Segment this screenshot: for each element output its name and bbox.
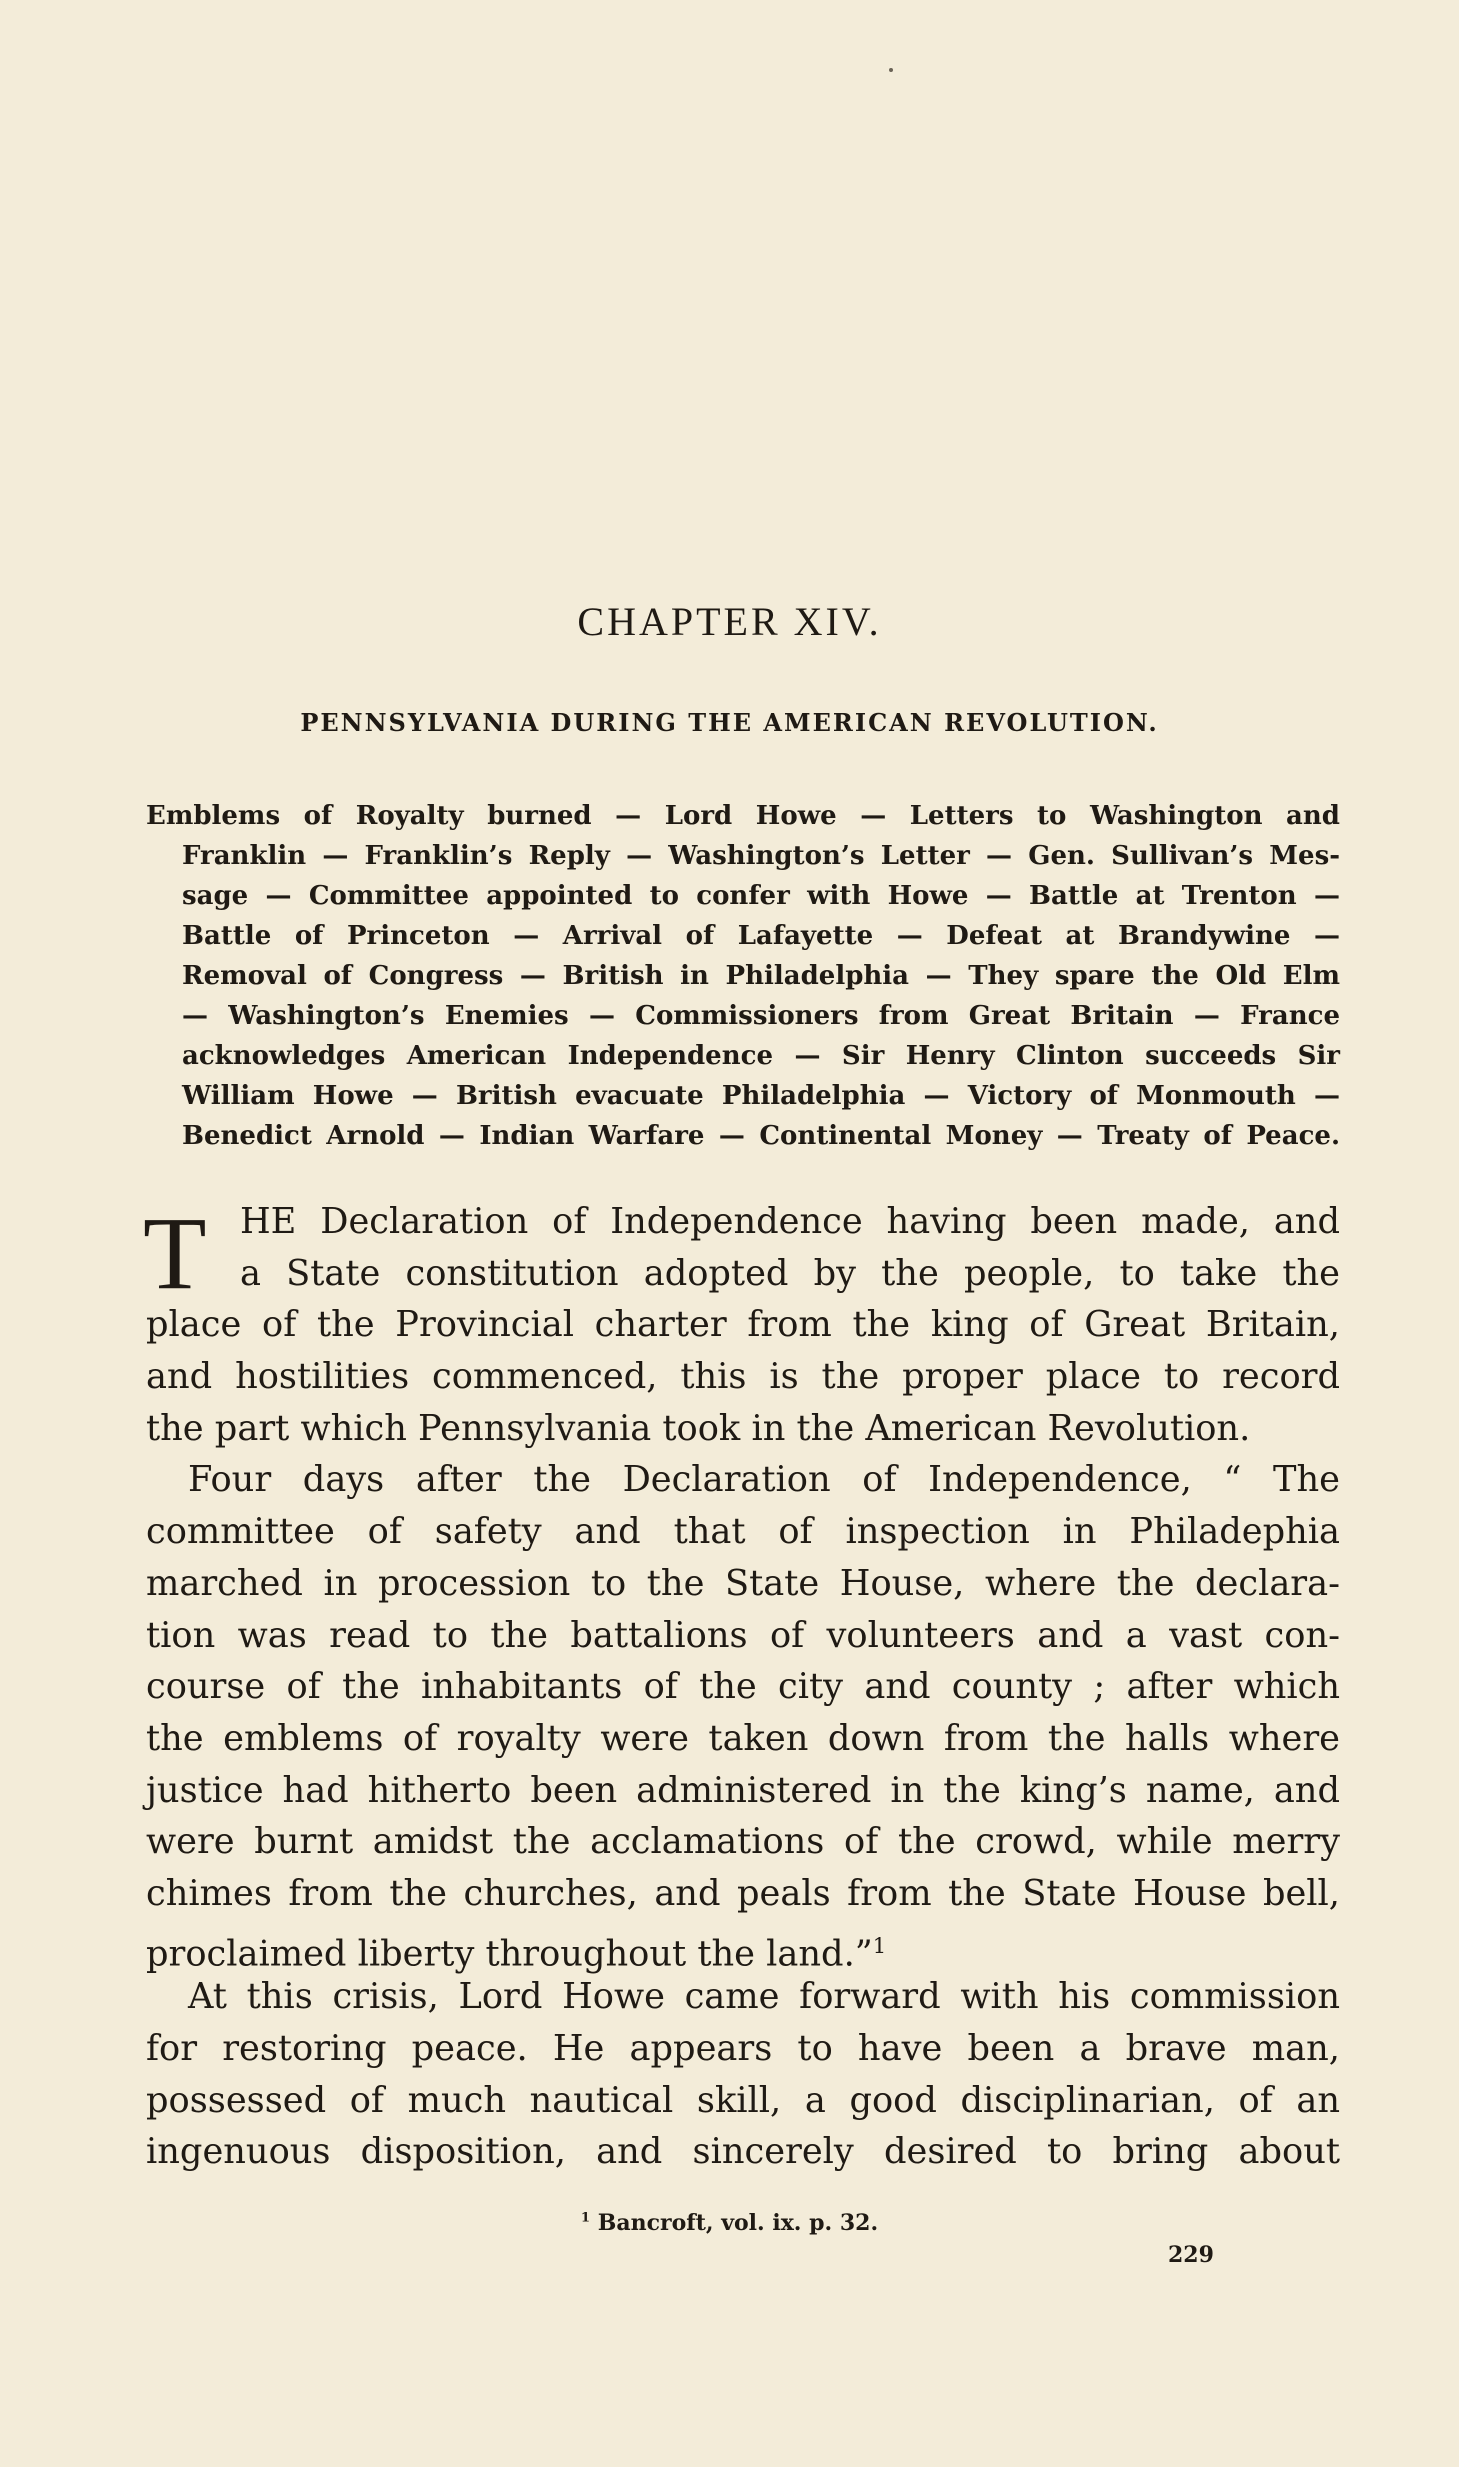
body-line: tion was read to the battalions of volunteers and a vast con- xyxy=(146,1614,1340,1656)
body-line: chimes from the churches, and peals from the State House bell, xyxy=(146,1872,1340,1914)
body-line: the part which Pennsylvania took in the American Revolution. xyxy=(146,1407,1251,1449)
summary-line: — Washington’s Enemies — Commissioners from Great Britain — France xyxy=(182,1001,1340,1031)
body-line: At this crisis, Lord Howe came forward with his commission xyxy=(188,1976,1340,2018)
body-line: committee of safety and that of inspection in Philadephia xyxy=(146,1511,1340,1553)
body-line-with-footnote xyxy=(146,1920,1340,1975)
body-line: were burnt amidst the acclamations of the crowd, while merry xyxy=(146,1821,1340,1863)
body-text xyxy=(143,1196,1340,2178)
body-line: Four days after the Declaration of Independence, “ The xyxy=(188,1459,1340,1501)
body-line-text: proclaimed liberty throughout the land.” xyxy=(146,1933,873,1975)
drop-cap: T xyxy=(143,1196,207,1311)
body-line: place of the Provincial charter from the king of Great Britain, xyxy=(146,1304,1340,1346)
footnote xyxy=(0,2210,1459,2236)
summary-line: Battle of Princeton — Arrival of Lafayette — Defeat at Brandywine — xyxy=(182,921,1340,951)
body-line: HE Declaration of Independence having been made, and xyxy=(240,1201,1340,1242)
paper-speck xyxy=(889,68,893,72)
body-line: justice had hitherto been administered in the king’s name, and xyxy=(146,1769,1340,1811)
summary-line: Removal of Congress — British in Philadelphia — They spare the Old Elm xyxy=(182,961,1340,991)
body-line: for restoring peace. He appears to have been a brave man, xyxy=(146,2028,1340,2069)
chapter-summary xyxy=(146,796,1340,1156)
body-line: ingenuous disposition, and sincerely desired to bring about xyxy=(146,2131,1340,2173)
summary-line: William Howe — British evacuate Philadelphia — Victory of Monmouth — xyxy=(182,1081,1340,1111)
footnote-text: Bancroft, vol. ix. p. 32. xyxy=(597,2210,879,2236)
footnote-reference[interactable]: 1 xyxy=(872,1932,887,1958)
body-line: a State constitution adopted by the people, to take the xyxy=(240,1252,1340,1294)
page-number: 229 xyxy=(1168,2242,1214,2268)
summary-line: Franklin — Franklin’s Reply — Washington’s Letter — Gen. Sullivan’s Mes- xyxy=(182,841,1340,871)
body-line: marched in procession to the State House, where the declara- xyxy=(146,1562,1340,1604)
body-line: possessed of much nautical skill, a good disciplinarian, of an xyxy=(146,2079,1340,2121)
body-line: and hostilities commenced, this is the proper place to record xyxy=(146,1356,1340,1398)
summary-line: Benedict Arnold — Indian Warfare — Continental Money — Treaty of Peace. xyxy=(182,1121,1340,1151)
summary-line: Emblems of Royalty burned — Lord Howe — Letters to Washington and xyxy=(146,801,1340,831)
chapter-heading: CHAPTER XIV. xyxy=(577,599,882,644)
body-line: the emblems of royalty were taken down from the halls where xyxy=(146,1717,1340,1759)
summary-line: sage — Committee appointed to confer with Howe — Battle at Trenton — xyxy=(182,881,1340,911)
chapter-title: PENNSYLVANIA DURING THE AMERICAN REVOLUTION. xyxy=(300,708,1159,737)
footnote-marker: 1 xyxy=(580,2210,591,2226)
summary-line: acknowledges American Independence — Sir Henry Clinton succeeds Sir xyxy=(182,1041,1340,1071)
body-line: course of the inhabitants of the city and county ; after which xyxy=(146,1666,1340,1708)
